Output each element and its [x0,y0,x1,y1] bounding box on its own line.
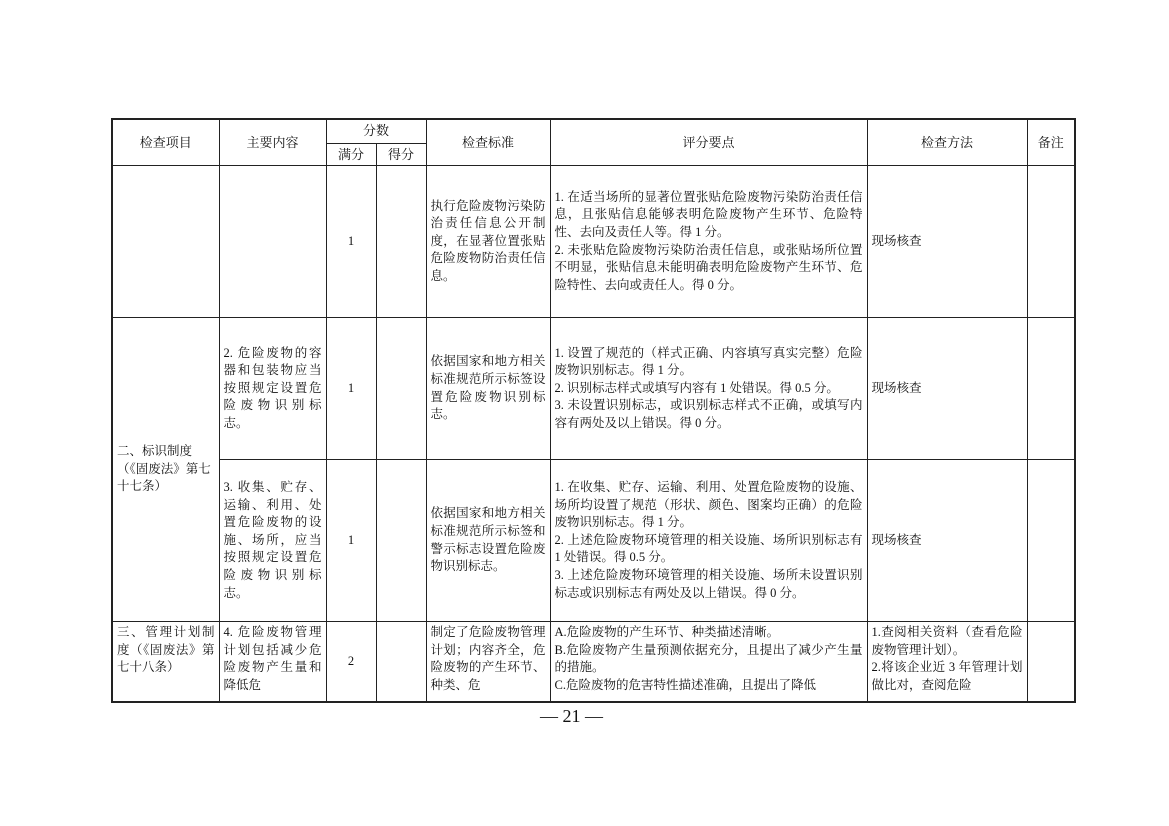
got-score-cell[interactable] [376,318,426,460]
remark-cell[interactable] [1027,318,1075,460]
item-cell: 三、管理计划制度（《固废法》第七十八条） [112,622,219,702]
item-cell: 二、标识制度（《固废法》第七十七条） [112,318,219,622]
points-cell [550,166,867,318]
standard-cell: 依据国家和地方相关标准规范所示标签和警示标志设置危险废物识别标志。 [426,460,550,622]
standard-cell: 制定了危险废物管理计划；内容齐全，危险废物的产生环节、种类、危 [426,622,550,702]
method-line: 1.查阅相关资料（查看危险废物管理计划）。 [871,625,1023,657]
point-line: 2. 上述危险废物环境管理的相关设施、场所识别标志有 1 处错误。得 0.5 分。 [554,532,863,565]
col-full: 满分 [326,143,376,166]
table-row [112,460,1075,622]
item-cell [112,166,219,318]
remark-cell[interactable] [1027,622,1075,702]
method-line: 2.将该企业近 3 年管理计划做比对，查阅危险 [871,660,1023,692]
inspection-table [111,118,1076,703]
point-line: 1. 在适当场所的显著位置张贴危险废物污染防治责任信息，且张贴信息能够表明危险废物产生环节、危险特性、去向及责任人等。得 1 分。 [554,189,863,239]
point-line: 3. 上述危险废物环境管理的相关设施、场所未设置识别标志或识别标志有两处及以上错误。得 0 分。 [554,567,863,600]
table-row [112,622,1075,702]
standard-cell: 执行危险废物污染防治责任信息公开制度，在显著位置张贴危险废物防治责任信息。 [426,166,550,318]
full-score-cell: 1 [326,460,376,622]
col-item: 检查项目 [112,119,219,166]
point-line: A.危险废物的产生环节、种类描述清晰。 [554,625,780,640]
header-row [112,119,1075,143]
col-content: 主要内容 [219,119,326,166]
full-score-cell: 2 [326,622,376,702]
remark-cell[interactable] [1027,166,1075,318]
col-remark: 备注 [1027,119,1075,166]
point-line: 3. 未设置识别标志，或识别标志样式不正确，或填写内容有两处及以上错误。得 0 分。 [554,398,863,430]
points-cell [550,622,867,702]
full-score-cell: 1 [326,166,376,318]
col-points: 评分要点 [550,119,867,166]
col-method: 检查方法 [867,119,1027,166]
content-cell [219,166,326,318]
got-score-cell[interactable] [376,460,426,622]
content-cell: 3. 收集、贮存、运输、利用、处置危险废物的设施、场所，应当按照规定设置危险废物识别标志。 [219,460,326,622]
col-score: 分数 [326,119,426,143]
got-score-cell[interactable] [376,166,426,318]
point-line: 2. 识别标志样式或填写内容有 1 处错误。得 0.5 分。 [554,380,839,395]
got-score-cell[interactable] [376,622,426,702]
method-cell [867,622,1027,702]
remark-cell[interactable] [1027,460,1075,622]
col-standard: 检查标准 [426,119,550,166]
point-line: C.危险废物的危害特性描述准确，且提出了降低 [554,677,816,692]
method-cell: 现场核查 [867,318,1027,460]
point-line: 1. 设置了规范的（样式正确、内容填写真实完整）危险废物识别标志。得 1 分。 [554,345,863,378]
page-number: — 21 — [540,706,603,726]
points-cell [550,460,867,622]
content-cell: 2. 危险废物的容器和包装物应当按照规定设置危险废物识别标志。 [219,318,326,460]
content-cell: 4. 危险废物管理计划包括减少危险废物产生量和降低危 [219,622,326,702]
table-row [112,166,1075,318]
method-cell: 现场核查 [867,460,1027,622]
method-cell: 现场核查 [867,166,1027,318]
col-got: 得分 [376,143,426,166]
point-line: 1. 在收集、贮存、运输、利用、处置危险废物的设施、场所均设置了规范（形状、颜色、图案均正确）的危险废物识别标志。得 1 分。 [554,480,863,530]
point-line: B.危险废物产生量预测依据充分，且提出了减少产生量的措施。 [554,642,863,675]
table-row [112,318,1075,460]
full-score-cell: 1 [326,318,376,460]
standard-cell: 依据国家和地方相关标准规范所示标签设置危险废物识别标志。 [426,318,550,460]
points-cell [550,318,867,460]
point-line: 2. 未张贴危险废物污染防治责任信息，或张贴场所位置不明显，张贴信息未能明确表明危险废物产生环节、危险特性、去向或责任人。得 0 分。 [554,242,863,292]
